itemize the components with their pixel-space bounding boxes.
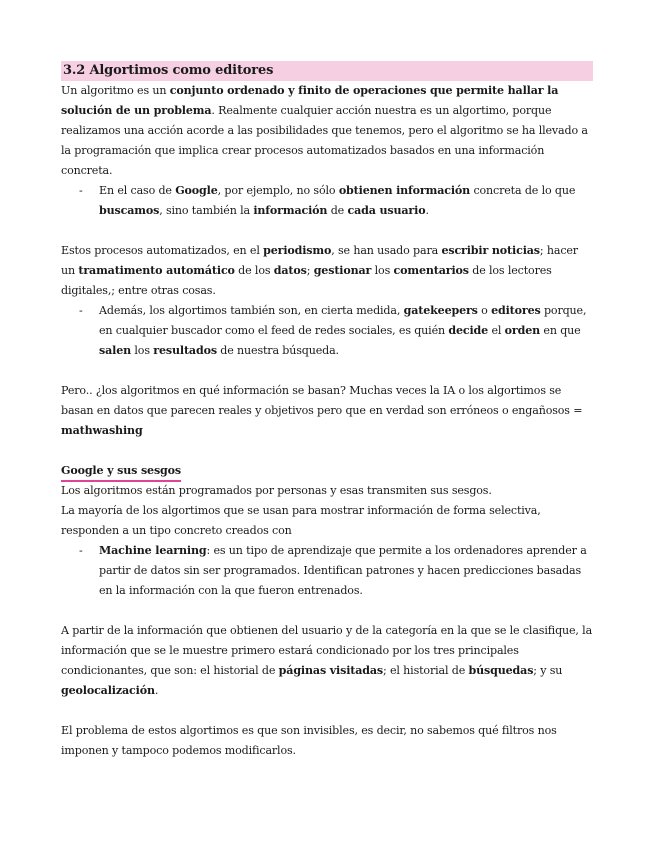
document-content	[61, 61, 593, 761]
paragraph-conditioning: A partir de la información que obtienen del usuario y de la categoría en la que se le clasifique, la información que se le muestre primero estará condicionado por los tres principales condicionantes, que son: el historial de páginas visitadas; el historial de búsquedas; y su geolocalización.	[61, 624, 593, 697]
paragraph-journalism: Estos procesos automatizados, en el periodismo, se han usado para escribir noticias; hacer un tramatimento automático de los datos; gestionar los comentarios de los lectores digitales,; entre otras cosas.	[61, 244, 578, 297]
list-item: - Además, los algortimos también son, en cierta medida, gatekeepers o editores porque, en cualquier buscador como el feed de redes sociales, es quién decide el orden en que salen los resultados de nuestra búsqueda.	[61, 301, 593, 361]
paragraph-problem: El problema de estos algortimos es que son invisibles, es decir, no sabemos qué filtros nos imponen y tampoco podemos modificarlos.	[61, 724, 557, 757]
spacer	[61, 441, 593, 461]
subsection-heading-wrap	[61, 461, 593, 481]
list-item: - Machine learning: es un tipo de aprendizaje que permite a los ordenadores aprender a partir de datos sin ser programados. Identifican patrones y hacen predicciones basadas en la información con la que fueron entrenados.	[61, 541, 593, 601]
bullet-list-gatekeepers	[61, 301, 593, 361]
paragraph-bias: Los algoritmos están programados por personas y esas transmiten sus sesgos.	[61, 484, 492, 497]
paragraph-definition: Un algoritmo es un conjunto ordenado y finito de operaciones que permite hallar la solución de un problema. Realmente cualquier acción nuestra es un algortimo, porque realizamos una acción acorde a las posibilidades que tenemos, pero el algoritmo se ha llevado a la programación que implica crear procesos automatizados basados en una información concreta.	[61, 84, 588, 177]
bullet-list-ml	[61, 541, 593, 601]
subsection-heading: Google y sus sesgos	[61, 462, 181, 482]
paragraph-selective: La mayoría de los algortimos que se usan para mostrar información de forma selectiva, responden a un tipo concreto creados con	[61, 504, 541, 537]
paragraph-mathwashing: Pero.. ¿los algoritmos en qué información se basan? Muchas veces la IA o los algortimos se basan en datos que parecen reales y objetivos pero que en verdad son erróneos o engañosos = mathwashing	[61, 384, 583, 437]
spacer	[61, 701, 593, 721]
section-heading: 3.2 Algortimos como editores	[61, 61, 593, 81]
spacer	[61, 601, 593, 621]
list-item: - En el caso de Google, por ejemplo, no sólo obtienen información concreta de lo que buscamos, sino también la información de cada usuario.	[61, 181, 593, 221]
spacer	[61, 221, 593, 241]
spacer	[61, 361, 593, 381]
bullet-list-google	[61, 181, 593, 221]
